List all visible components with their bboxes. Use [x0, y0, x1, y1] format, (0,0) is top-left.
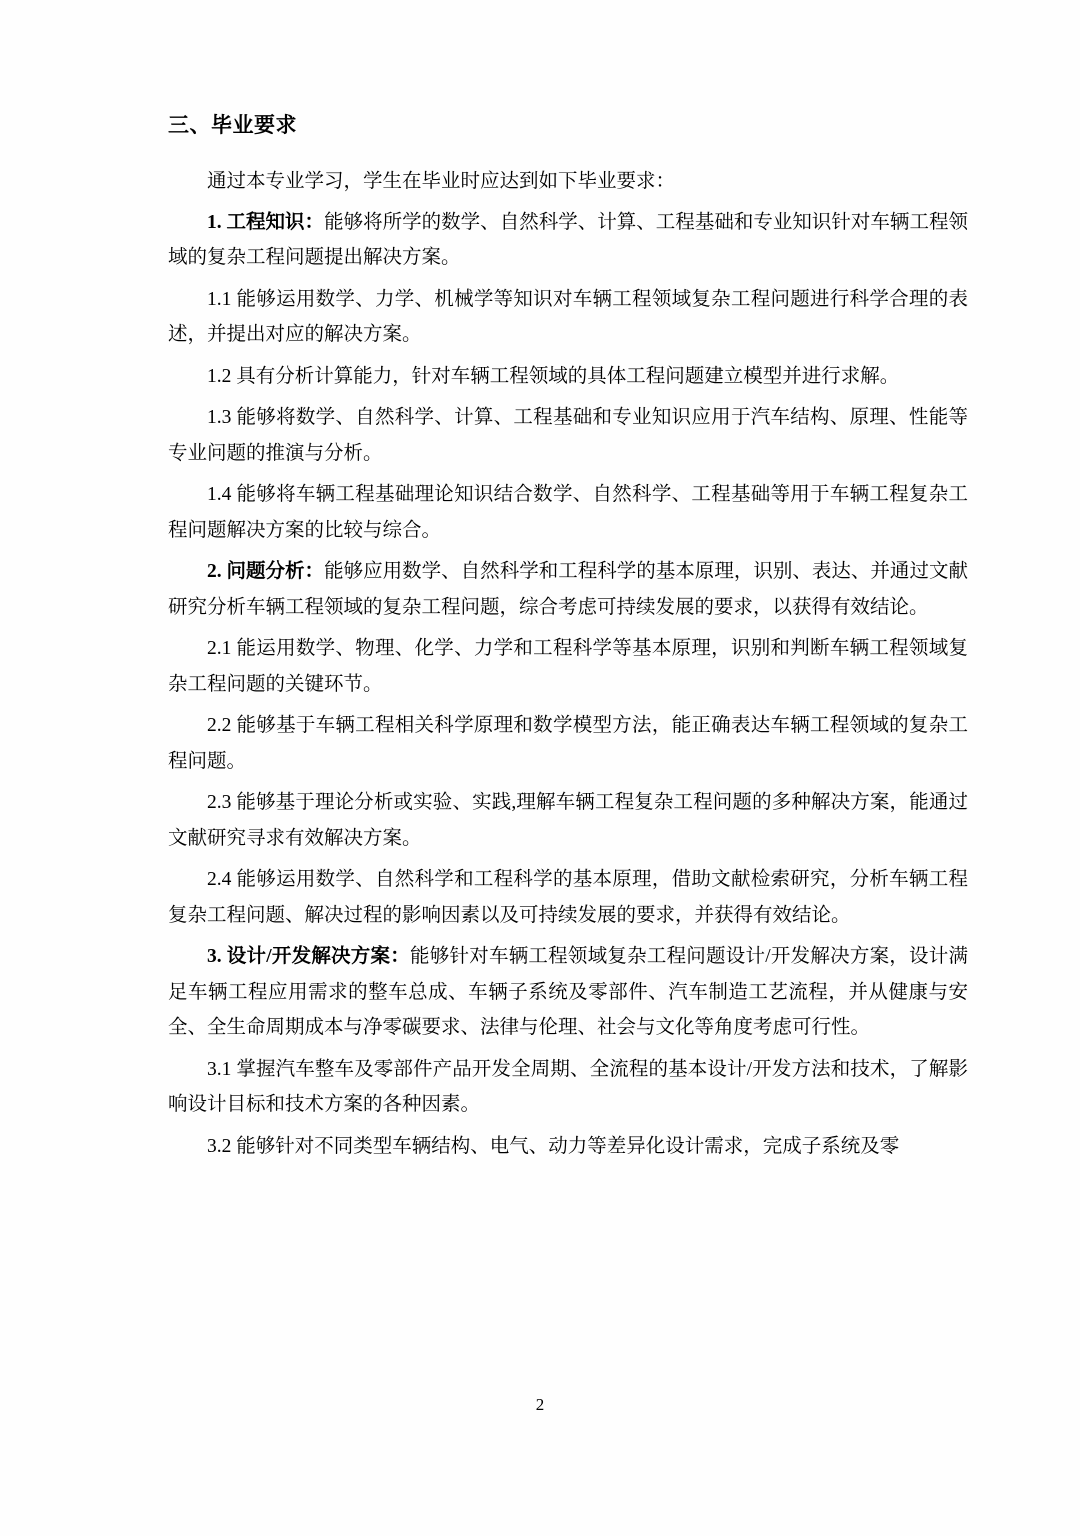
requirement-1-2: 1.2 具有分析计算能力，针对车辆工程领域的具体工程问题建立模型并进行求解。	[207, 365, 900, 387]
section-heading: 三、毕业要求	[168, 113, 297, 137]
requirement-1-text: 能够将所学的数学、自然科学、计算、工程基础和专业知识针对车辆工程领域的复杂工程问题提出解决方案。	[168, 211, 968, 269]
requirement-2-1: 2.1 能运用数学、物理、化学、力学和工程科学等基本原理，识别和判断车辆工程领域复杂工程问题的关键环节。	[168, 638, 968, 695]
requirement-2-4: 2.4 能够运用数学、自然科学和工程科学的基本原理，借助文献检索研究，分析车辆工程复杂工程问题、解决过程的影响因素以及可持续发展的要求，并获得有效结论。	[168, 869, 968, 926]
requirement-1-4: 1.4 能够将车辆工程基础理论知识结合数学、自然科学、工程基础等用于车辆工程复杂工程问题解决方案的比较与综合。	[168, 484, 968, 541]
requirement-3-1: 3.1 掌握汽车整车及零部件产品开发全周期、全流程的基本设计/开发方法和技术，了解影响设计目标和技术方案的各种因素。	[168, 1058, 968, 1116]
requirement-1-1: 1.1 能够运用数学、力学、机械学等知识对车辆工程领域复杂工程问题进行科学合理的表述，并提出对应的解决方案。	[168, 288, 968, 346]
intro-paragraph: 通过本专业学习，学生在毕业时应达到如下毕业要求：	[207, 170, 676, 192]
page-number: 2	[535, 1395, 545, 1414]
requirement-1-3: 1.3 能够将数学、自然科学、计算、工程基础和专业知识应用于汽车结构、原理、性能等专业问题的推演与分析。	[168, 407, 968, 464]
requirement-2-2: 2.2 能够基于车辆工程相关科学原理和数学模型方法，能正确表达车辆工程领域的复杂工程问题。	[168, 715, 968, 772]
requirement-3-2: 3.2 能够针对不同类型车辆结构、电气、动力等差异化设计需求，完成子系统及零	[207, 1135, 900, 1157]
requirement-1-lead: 1. 工程知识：	[207, 211, 325, 233]
requirement-2-lead: 2. 问题分析：	[207, 561, 325, 583]
document-body	[168, 110, 968, 1170]
requirement-3-text: 能够针对车辆工程领域复杂工程问题设计/开发解决方案，设计满足车辆工程应用需求的整车总成、车辆子系统及零部件、汽车制造工艺流程，并从健康与安全、全生命周期成本与净零碳要求、法律与伦理、社会与文化等角度考虑可行性。	[168, 946, 969, 1039]
requirement-3	[168, 939, 968, 1045]
requirement-1	[168, 205, 968, 276]
requirement-2	[168, 554, 968, 625]
requirement-2-text: 能够应用数学、自然科学和工程科学的基本原理，识别、表达、并通过文献研究分析车辆工程领域的复杂工程问题，综合考虑可持续发展的要求，以获得有效结论。	[168, 561, 968, 618]
requirement-3-lead: 3. 设计/开发解决方案：	[207, 946, 411, 968]
requirement-2-3: 2.3 能够基于理论分析或实验、实践,理解车辆工程复杂工程问题的多种解决方案，能通过文献研究寻求有效解决方案。	[168, 792, 968, 849]
